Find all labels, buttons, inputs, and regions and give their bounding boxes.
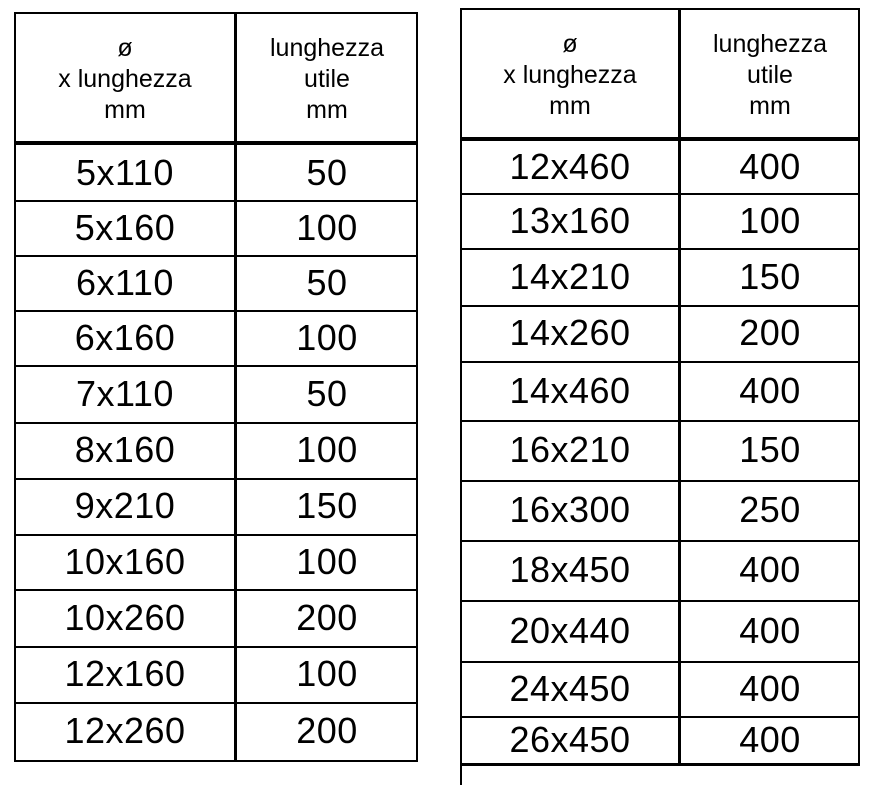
table-row bbox=[14, 589, 418, 646]
table-row bbox=[14, 478, 418, 534]
cell-size: 14x260 bbox=[509, 312, 631, 353]
cell-useful-length: 400 bbox=[739, 549, 801, 590]
cell-size: 6x160 bbox=[74, 316, 176, 358]
cell-useful-length: 400 bbox=[739, 718, 801, 760]
cell-size: 26x450 bbox=[509, 718, 631, 760]
table-row bbox=[14, 534, 418, 589]
cell-size: 10x260 bbox=[64, 596, 186, 638]
right-table bbox=[460, 8, 860, 766]
cell-useful-length: 400 bbox=[739, 146, 801, 187]
cell-useful-length: 100 bbox=[296, 429, 358, 470]
table-row bbox=[14, 200, 418, 255]
table-row bbox=[14, 255, 418, 310]
left-table-header bbox=[14, 12, 418, 143]
table-row bbox=[14, 365, 418, 422]
table-row bbox=[460, 420, 860, 480]
cell-size: 20x440 bbox=[509, 609, 631, 651]
table-row bbox=[460, 716, 860, 763]
left-table bbox=[14, 12, 418, 762]
table-row bbox=[14, 646, 418, 702]
cell-size: 5x110 bbox=[76, 151, 174, 193]
table-row bbox=[460, 141, 860, 193]
table-row bbox=[460, 600, 860, 661]
cell-useful-length: 400 bbox=[739, 667, 801, 709]
cell-useful-length: 150 bbox=[296, 485, 358, 526]
table-row bbox=[460, 361, 860, 420]
cell-useful-length: 100 bbox=[296, 540, 358, 582]
cell-useful-length: 200 bbox=[296, 596, 358, 638]
cell-size: 9x210 bbox=[74, 485, 176, 526]
header-diameter-length: ø x lunghezza mm bbox=[58, 34, 192, 124]
cell-size: 6x110 bbox=[76, 261, 174, 303]
cell-size: 5x160 bbox=[74, 206, 176, 248]
cell-size: 18x450 bbox=[509, 549, 631, 590]
right-table-header bbox=[460, 8, 860, 138]
cell-useful-length: 150 bbox=[739, 255, 801, 297]
cell-useful-length: 50 bbox=[306, 372, 348, 414]
cell-size: 14x460 bbox=[509, 369, 631, 411]
header-diameter-length: ø x lunghezza mm bbox=[503, 29, 637, 120]
table-row bbox=[14, 145, 418, 200]
table-row bbox=[14, 702, 418, 760]
table-row bbox=[460, 193, 860, 248]
cell-useful-length: 50 bbox=[306, 151, 348, 193]
table-row bbox=[460, 480, 860, 540]
cell-useful-length: 200 bbox=[739, 312, 801, 353]
table-row bbox=[460, 248, 860, 305]
cell-useful-length: 50 bbox=[306, 261, 348, 303]
cell-size: 12x160 bbox=[64, 653, 186, 694]
table-row bbox=[460, 661, 860, 716]
header-useful-length: lunghezza utile mm bbox=[270, 34, 384, 124]
table-row bbox=[14, 310, 418, 365]
table-row bbox=[14, 422, 418, 478]
cell-size: 8x160 bbox=[74, 429, 176, 470]
table-row bbox=[460, 305, 860, 361]
cell-size: 13x160 bbox=[509, 199, 631, 241]
cell-useful-length: 100 bbox=[296, 316, 358, 358]
cell-size: 12x260 bbox=[64, 710, 186, 751]
cell-size: 10x160 bbox=[64, 540, 186, 582]
cell-useful-length: 400 bbox=[739, 609, 801, 651]
cell-useful-length: 250 bbox=[739, 489, 801, 530]
cell-size: 16x300 bbox=[509, 489, 631, 530]
cell-size: 12x460 bbox=[509, 146, 631, 187]
cell-size: 7x110 bbox=[76, 372, 174, 414]
cell-useful-length: 400 bbox=[739, 369, 801, 411]
table-row bbox=[460, 540, 860, 600]
cell-size: 16x210 bbox=[509, 429, 631, 470]
cell-useful-length: 100 bbox=[739, 199, 801, 241]
header-useful-length: lunghezza utile mm bbox=[713, 29, 827, 120]
cell-useful-length: 200 bbox=[296, 710, 358, 751]
cell-size: 14x210 bbox=[509, 255, 631, 297]
cell-size: 24x450 bbox=[509, 667, 631, 709]
cell-useful-length: 100 bbox=[296, 653, 358, 694]
cell-useful-length: 150 bbox=[739, 429, 801, 470]
cell-useful-length: 100 bbox=[296, 206, 358, 248]
